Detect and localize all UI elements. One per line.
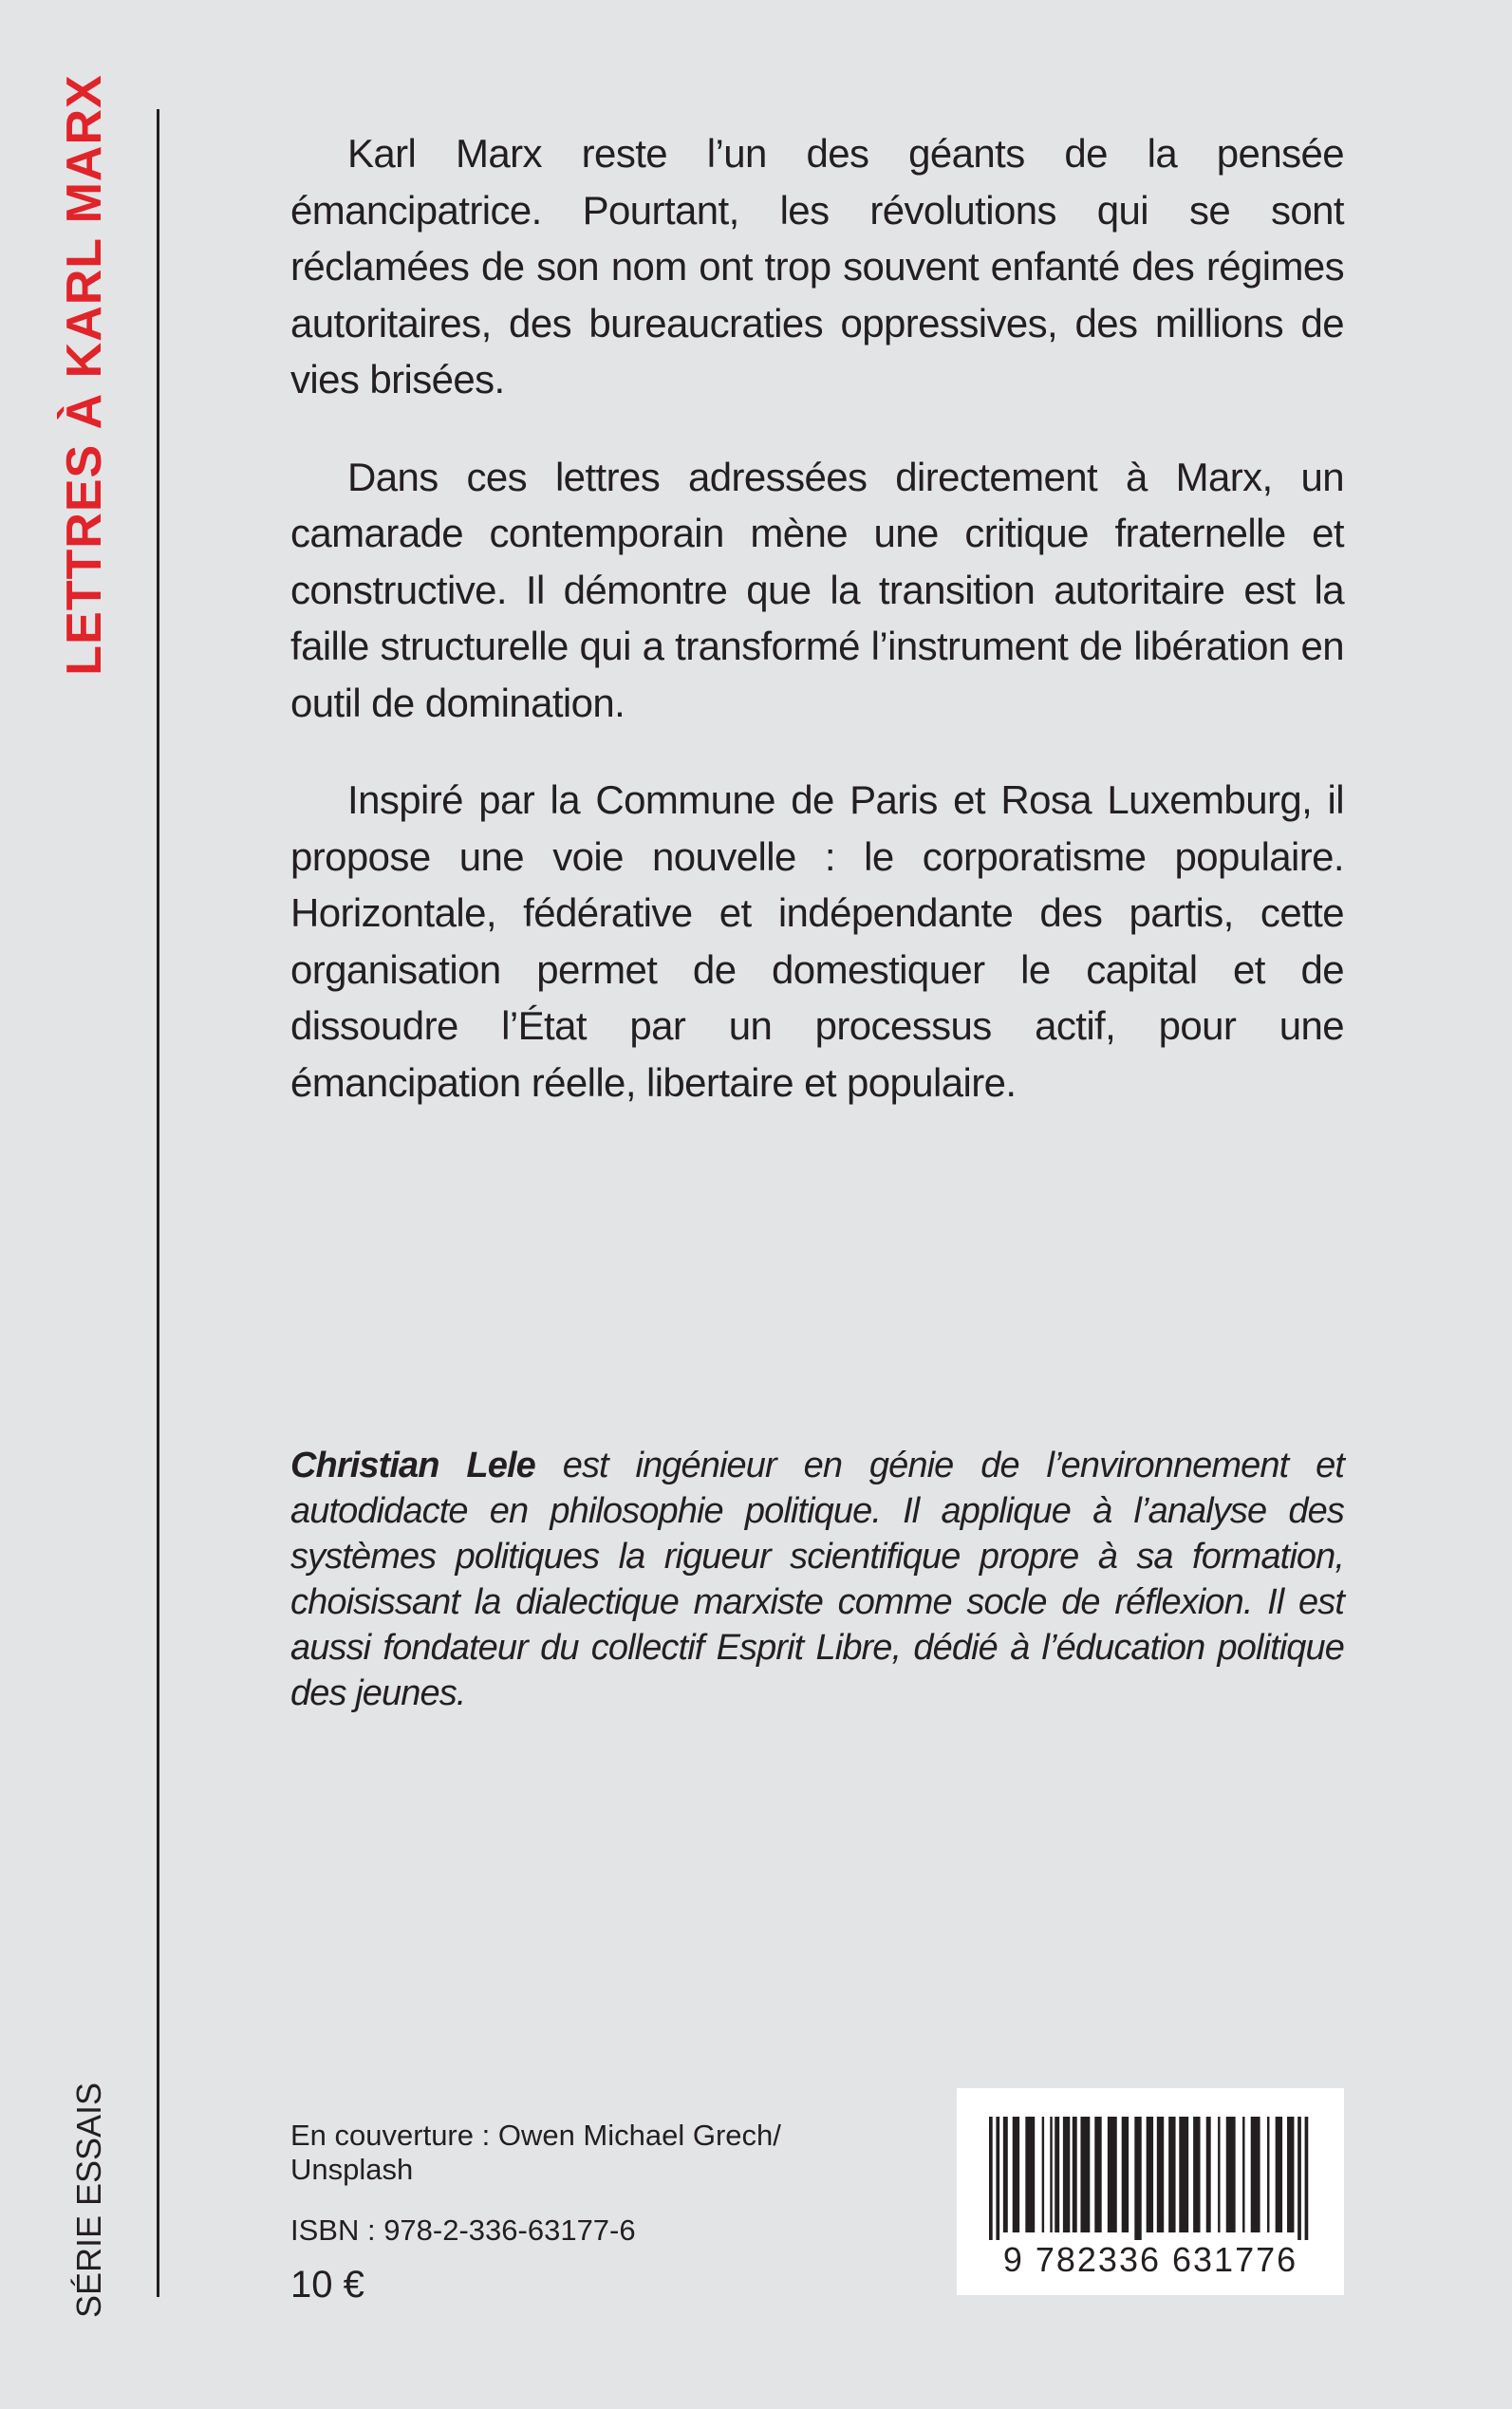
barcode-bar	[1179, 2117, 1188, 2232]
barcode-bar	[1063, 2117, 1070, 2232]
barcode-bar	[1050, 2117, 1052, 2232]
barcode-bar	[1055, 2117, 1059, 2232]
spine-series	[61, 2082, 118, 2318]
barcode-bar	[1168, 2117, 1175, 2232]
spine-title-text: LETTRES À KARL MARX	[57, 74, 112, 676]
barcode-bar	[1218, 2117, 1220, 2232]
vertical-divider	[157, 109, 159, 2297]
barcode-bar	[1108, 2117, 1117, 2232]
barcode-bar	[1122, 2117, 1129, 2232]
barcode-bar	[1287, 2117, 1294, 2232]
blurb-paragraph: Dans ces lettres adressées directement à Marx, un camarade contemporain mène une critique fraternelle et constructive. Il démontre que la transition autoritaire est la faille structurelle qui a transformé l’instrument de libération en outil de domination.	[290, 454, 1344, 725]
price: 10 €	[290, 2264, 364, 2306]
author-bio	[290, 1443, 1344, 1716]
barcode-bar	[989, 2117, 993, 2240]
barcode-bar	[1276, 2117, 1282, 2232]
barcode-bar	[1003, 2117, 1008, 2232]
barcode-bar	[1206, 2117, 1211, 2232]
barcode-bars	[989, 2117, 1312, 2240]
spine-title	[42, 74, 127, 676]
barcode-bar	[1251, 2117, 1260, 2232]
barcode-bar	[1267, 2117, 1269, 2232]
barcode-bar	[996, 2117, 999, 2240]
isbn: ISBN : 978-2-336-63177-6	[290, 2213, 636, 2247]
barcode-bar	[1013, 2117, 1019, 2232]
barcode-bar	[1305, 2117, 1309, 2240]
barcode-bar	[1297, 2117, 1301, 2240]
barcode-bar	[1226, 2117, 1236, 2232]
barcode-bar	[1134, 2117, 1141, 2240]
blurb	[290, 125, 1344, 1151]
barcode-bar	[1242, 2117, 1244, 2232]
blurb-paragraph: Inspiré par la Commune de Paris et Rosa Luxemburg, il propose une voie nouvelle : le corporatisme populaire. Horizontale, fédérative et indépendante des partis, cette organisation permet de domestiquer le capital et de dissoudre l’État par un processus actif, pour une émancipation réelle, libertaire et populaire.	[290, 777, 1344, 1105]
cover-credit: En couverture : Owen Michael Grech/ Unsplash	[290, 2119, 781, 2186]
barcode-bar	[1073, 2117, 1077, 2232]
barcode-bar	[1080, 2117, 1090, 2232]
spine-series-text: SÉRIE ESSAIS	[69, 2082, 108, 2318]
blurb-paragraph: Karl Marx reste l’un des géants de la pensée émancipatrice. Pourtant, les révolutions qui se sont réclamées de son nom ont trop souvent enfanté des régimes autoritaires, des bureaucraties oppressives, des millions de vies brisées.	[290, 131, 1344, 402]
author-name: Christian Lele	[290, 1446, 535, 1485]
barcode-bar	[1157, 2117, 1164, 2232]
barcode-bar	[1147, 2117, 1153, 2232]
barcode-digits: 9 782336 631776	[1002, 2240, 1298, 2279]
barcode-bar	[1193, 2117, 1200, 2232]
barcode-bar	[1094, 2117, 1101, 2232]
barcode	[957, 2088, 1344, 2295]
barcode-bar	[1025, 2117, 1035, 2232]
author-bio-text: est ingénieur en génie de l’environnement et autodidacte en philosophie politique. Il applique à l’analyse des systèmes politiques la rigueur scientifique propre à sa formation, choisissant la dialectique marxiste comme socle de réflexion. Il est aussi fondateur du collectif Esprit Libre, dédié à l’éducation politique des jeunes.	[290, 1446, 1345, 1713]
barcode-bar	[1042, 2117, 1044, 2232]
